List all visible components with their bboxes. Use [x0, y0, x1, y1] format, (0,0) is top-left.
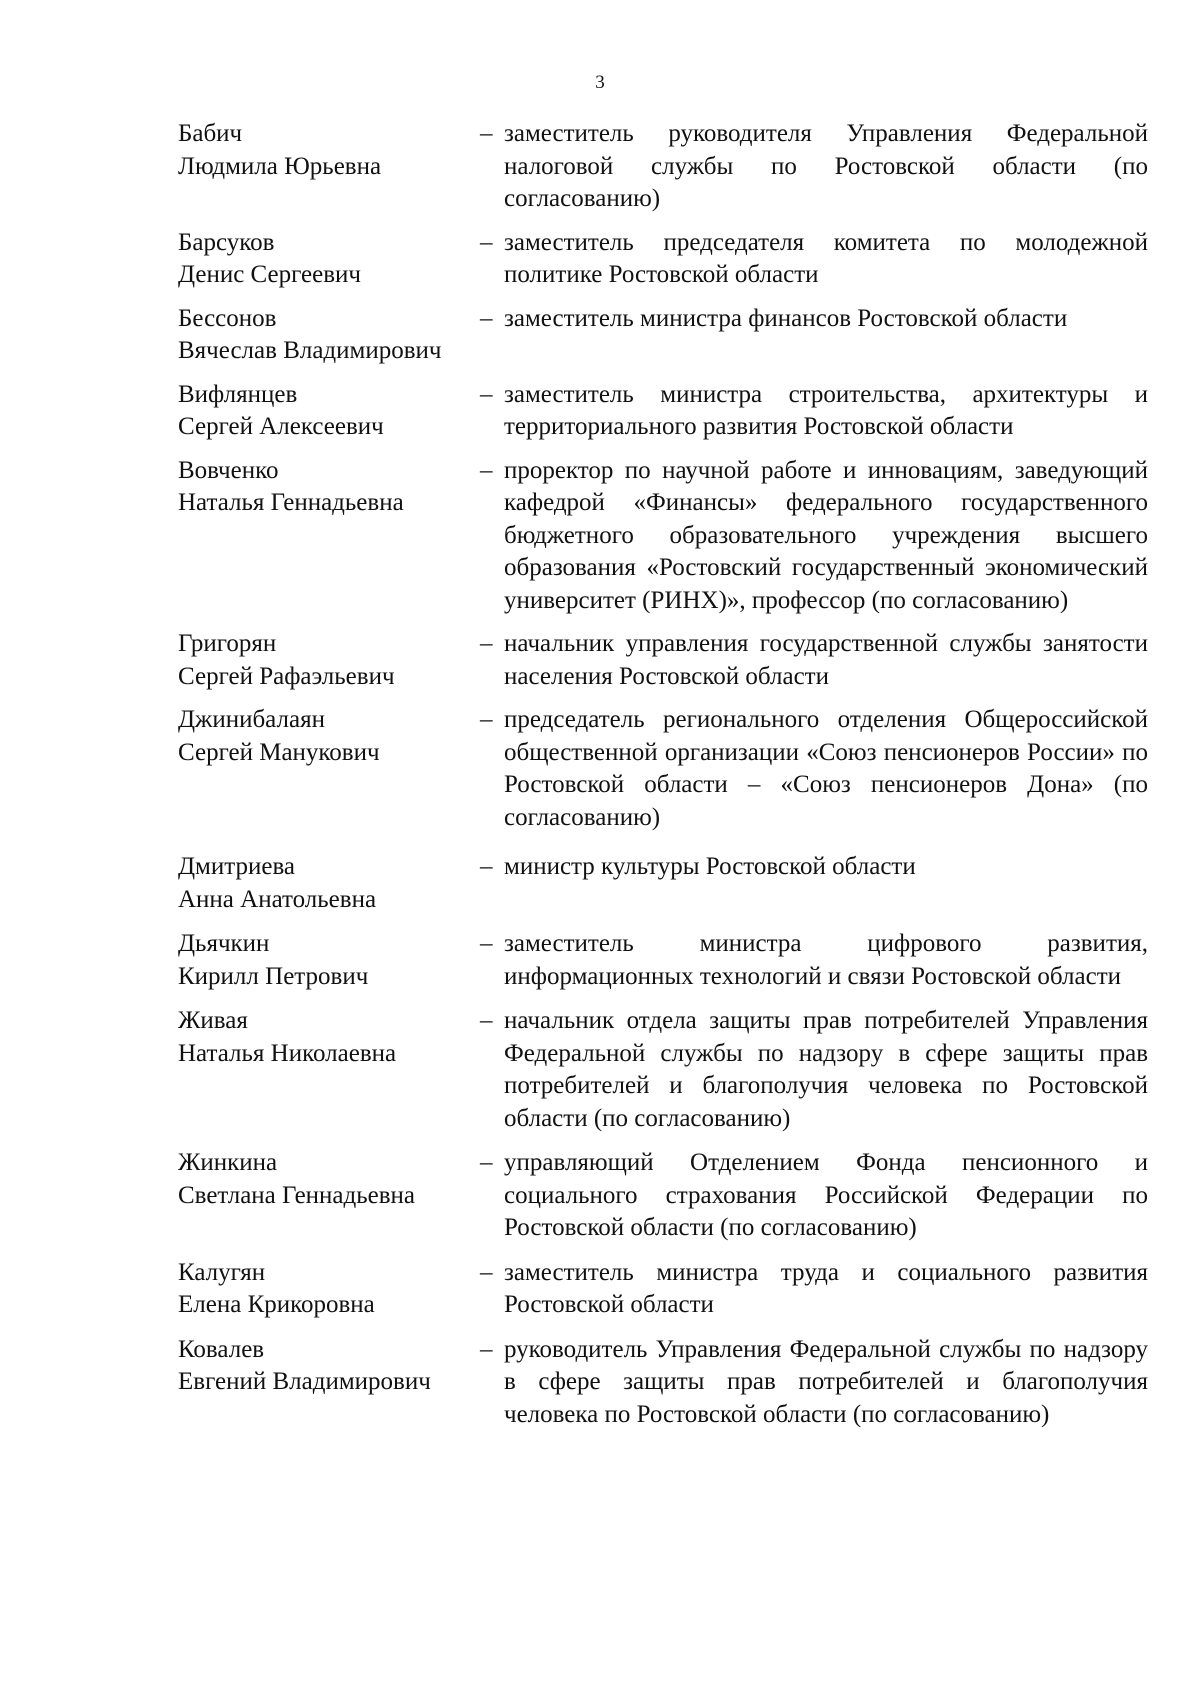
separator-dash: – — [480, 630, 493, 657]
member-entry — [178, 628, 1148, 693]
member-name — [178, 118, 480, 183]
member-role: заместитель председателя комитета по молодежной политике Ростовской области — [504, 228, 1148, 288]
member-entry — [178, 1005, 1148, 1135]
member-given-name: Сергей Рафаэльевич — [178, 662, 395, 690]
separator-dash: – — [480, 1335, 493, 1363]
member-surname: Вифлянцев — [178, 380, 298, 408]
member-given-name: Кирилл Петрович — [178, 962, 369, 990]
member-given-name: Сергей Манукович — [178, 738, 380, 766]
member-name — [178, 928, 480, 993]
member-surname: Григорян — [178, 630, 277, 657]
member-entry — [178, 1334, 1148, 1432]
member-name — [178, 379, 480, 444]
member-surname: Дьячкин — [178, 930, 270, 957]
member-role: заместитель министра строительства, архитектуры и территориального развития Ростовской области — [504, 380, 1148, 440]
member-entry — [178, 303, 1148, 368]
member-given-name: Людмила Юрьевна — [178, 152, 382, 180]
member-name — [178, 455, 480, 520]
member-surname: Вовченко — [178, 456, 279, 484]
member-given-name: Наталья Николаевна — [178, 1039, 397, 1067]
page-number: 3 — [595, 72, 605, 93]
member-role: начальник отдела защиты прав потребителей Управления Федеральной службы по надзору в сфере защиты прав потребителей и благополучия человека по Ростовской области (по согласованию) — [504, 1007, 1148, 1132]
member-name — [178, 1005, 480, 1070]
member-name — [178, 1147, 480, 1212]
member-given-name: Сергей Алексеевич — [178, 413, 384, 440]
member-given-name: Вячеслав Владимирович — [178, 337, 442, 364]
member-surname: Калугян — [178, 1258, 266, 1286]
member-name — [178, 1257, 480, 1322]
member-entry — [178, 455, 1148, 618]
separator-dash: – — [480, 380, 493, 408]
member-given-name: Евгений Владимирович — [178, 1368, 431, 1395]
separator-dash: – — [480, 930, 493, 957]
separator-dash: – — [480, 1149, 493, 1176]
member-given-name: Наталья Геннадьевна — [178, 489, 404, 516]
member-given-name: Денис Сергеевич — [178, 261, 362, 288]
member-entry — [178, 1257, 1148, 1322]
member-entry — [178, 1147, 1148, 1245]
member-surname: Бессонов — [178, 304, 277, 332]
member-name — [178, 628, 480, 693]
member-role: заместитель руководителя Управления Федеральной налоговой службы по Ростовской области (по согласованию) — [504, 120, 1148, 212]
separator-dash: – — [480, 706, 493, 733]
separator-dash: – — [480, 1258, 493, 1286]
member-list — [178, 118, 1148, 1431]
member-role: заместитель министра труда и социального развития Ростовской области — [504, 1258, 1148, 1318]
member-entry — [178, 227, 1148, 292]
member-given-name: Анна Анатольевна — [178, 885, 377, 913]
separator-dash: – — [480, 120, 493, 147]
member-role: министр культуры Ростовской области — [504, 853, 916, 880]
member-name — [178, 851, 480, 916]
member-surname: Бабич — [178, 120, 243, 147]
separator-dash: – — [480, 304, 493, 332]
member-entry — [178, 704, 1148, 834]
member-role: руководитель Управления Федеральной службы по надзору в сфере защиты прав потребителей и благополучия человека по Ростовской области (по согласованию) — [504, 1335, 1148, 1428]
member-given-name: Светлана Геннадьевна — [178, 1181, 416, 1209]
member-given-name: Елена Крикоровна — [178, 1291, 375, 1318]
member-surname: Живая — [178, 1007, 248, 1034]
member-surname: Жинкина — [178, 1149, 278, 1176]
separator-dash: – — [480, 1007, 493, 1034]
member-role: начальник управления государственной службы занятости населения Ростовской области — [504, 630, 1148, 690]
member-role: заместитель министра финансов Ростовской области — [504, 304, 1068, 332]
member-role: управляющий Отделением Фонда пенсионного и социального страхования Российской Федерации по Ростовской области (по согласованию) — [504, 1149, 1148, 1241]
member-name — [178, 227, 480, 292]
member-surname: Барсуков — [178, 228, 275, 256]
separator-dash: – — [480, 456, 493, 484]
member-role: председатель регионального отделения Общероссийской общественной организации «Союз пенсионеров России» по Ростовской области – «Союз пенсионеров Дона» (по согласованию) — [504, 706, 1148, 831]
separator-dash: – — [480, 853, 493, 880]
member-surname: Ковалев — [178, 1335, 265, 1363]
member-role: проректор по научной работе и инновациям, заведующий кафедрой «Финансы» федерального государственного бюджетного образовательного учреждения высшего образования «Ростовский государственный экономический университет (РИНХ)», профессор (по согласованию) — [504, 456, 1148, 614]
member-surname: Джинибалаян — [178, 706, 325, 733]
member-entry — [178, 379, 1148, 444]
member-entry — [178, 851, 1148, 916]
member-entry — [178, 118, 1148, 216]
member-name — [178, 303, 480, 368]
member-name — [178, 1334, 480, 1399]
member-surname: Дмитриева — [178, 853, 296, 880]
member-entry — [178, 928, 1148, 993]
member-role: заместитель министра цифрового развития, информационных технологий и связи Ростовской области — [504, 930, 1148, 990]
separator-dash: – — [480, 228, 493, 256]
member-name — [178, 704, 480, 769]
